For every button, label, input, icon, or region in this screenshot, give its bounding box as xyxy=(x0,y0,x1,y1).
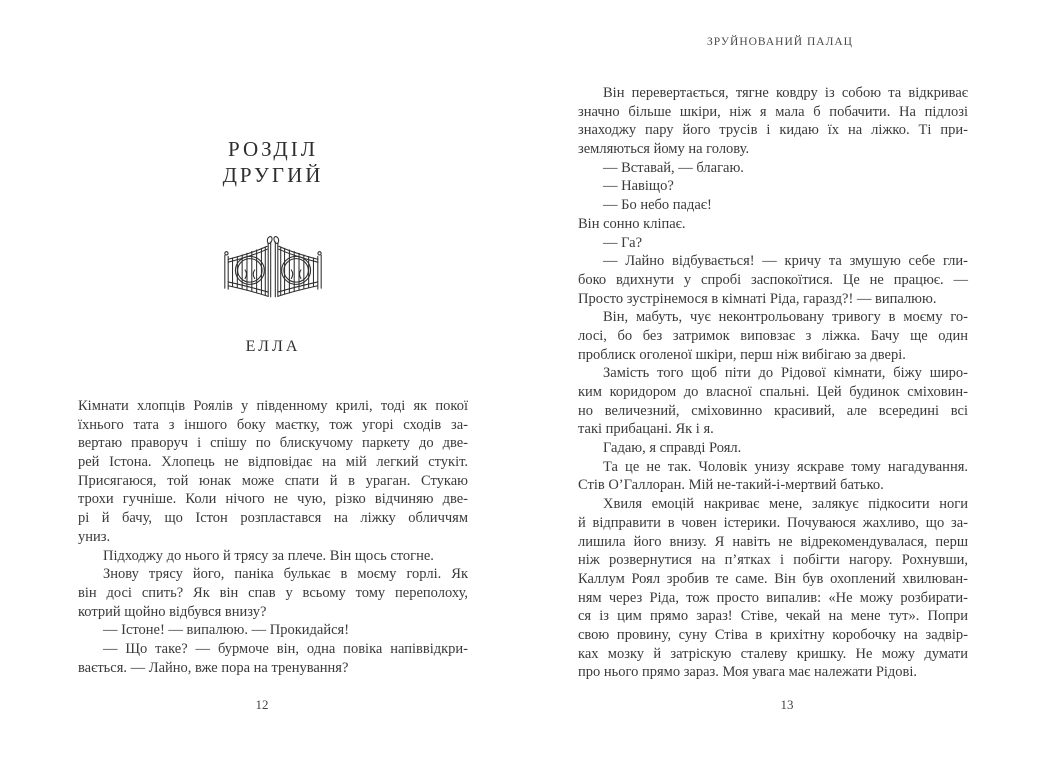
text-line: Хвиля емоцій накриває мене, залякує підкосити ноги xyxy=(603,496,968,513)
text-line: лосі, бо без затримок виповзає з ліжка. Бачу ще один xyxy=(578,327,968,344)
chapter-heading xyxy=(78,136,468,188)
text-line: ся із цим прямо зараз! Стіве, чекай на мене тут». Попри xyxy=(578,608,968,625)
gate-ornament xyxy=(78,233,468,306)
text-line: їхнього тата з іншого боку маєтку, тож угорі сходів за- xyxy=(78,416,468,433)
text-line: Підходжу до нього й трясу за плече. Він щось стогне. xyxy=(103,547,434,564)
text-line: трохи гучніше. Коли нічого не чую, різко відчиняю две- xyxy=(78,491,468,508)
text-line: ніж розвернутися на п’ятках і побігти нагору. Рохнувши, xyxy=(578,552,968,569)
text-line: він досі спить? Як він спав у всьому тому переполоху, xyxy=(78,584,468,601)
left-page-text xyxy=(78,397,468,677)
text-line: Він, мабуть, чує неконтрольовану тривогу в моєму го- xyxy=(603,309,968,326)
text-line: — Що таке? — бурмоче він, одна повіка напіввідкри- xyxy=(103,640,468,657)
text-line: Каллум Роял зробив те саме. Він був охоплений хвилюван- xyxy=(578,570,968,587)
text-line: — Бо небо падає! xyxy=(603,197,712,214)
chapter-heading-line2: ДРУГИЙ xyxy=(222,163,324,187)
text-line: Стів О’Галлоран. Мій не-такий-і-мертвий батько. xyxy=(578,477,884,494)
text-line: Він сонно кліпає. xyxy=(578,215,686,232)
text-line: Він перевертається, тягне ковдру із собою та відкриває xyxy=(603,85,968,101)
text-line: земляються йому на голову. xyxy=(578,141,750,158)
text-line: униз. xyxy=(78,528,111,545)
text-line: й відправити в човен істерики. Почуваюся жахливо, що за- xyxy=(578,514,968,531)
text-line: знаходжу пару його трусів і кидаю їх на ліжко. Ті при- xyxy=(578,122,968,139)
chapter-heading-line1: РОЗДІЛ xyxy=(228,137,318,161)
text-line: про нього прямо зараз. Моя увага має належати Рідові. xyxy=(578,664,918,681)
open-gate-icon xyxy=(220,233,326,301)
text-line: лишила його внизу. Я навіть не відрекомендувалася, перш xyxy=(578,533,968,550)
running-header: ЗРУЙНОВАНИЙ ПАЛАЦ xyxy=(707,36,853,48)
text-line: ким коридором до власної спальні. Цей будинок сміховин- xyxy=(578,384,968,400)
text-line: боко вдихнути у спробі заспокоїтися. Це не працює. — xyxy=(578,271,968,288)
section-title: ЕЛЛА xyxy=(245,338,301,355)
text-line: такі прибацані. Як і я. xyxy=(578,421,714,438)
text-line: вертаю праворуч і спішу по блискучому паркету до две- xyxy=(78,435,468,452)
text-line: Просто зустрінемося в кімнаті Ріда, гаразд?! — випалюю. xyxy=(578,290,937,307)
text-line: Замість того щоб піти до Рідової кімнати, біжу широ- xyxy=(603,365,968,382)
text-line: котрий щойно відбувся внизу? xyxy=(78,603,267,620)
text-line: ням через Ріда, тож просто випалив: «Не можу розбирати- xyxy=(578,589,968,606)
right-page-text xyxy=(578,84,968,682)
page-number-left: 12 xyxy=(255,697,269,712)
text-line: рі й бачу, що Істон розпластався на ліжку обличчям xyxy=(78,510,468,527)
text-line: Кімнати хлопців Роялів у південному крилі, тоді як покої xyxy=(78,398,468,414)
text-line: ках мозку й затріскую сталеву кришку. Не можу думати xyxy=(578,645,968,662)
text-line: Знову трясу його, паніка булькає в моєму горлі. Як xyxy=(103,566,468,583)
text-line: проблиск оголеної шкіри, перш ніж вибігаю за двері. xyxy=(578,346,906,363)
text-line: Присягаюся, той юнак може спати й в ураган. Стукаю xyxy=(78,472,468,489)
page-number-right: 13 xyxy=(780,697,794,712)
text-line: — Лайно відбувається! — кричу та змушую себе гли- xyxy=(603,253,968,270)
text-line: — Га? xyxy=(603,234,643,251)
text-line: Та це не так. Чоловік унизу яскраве тому нагадування. xyxy=(603,458,968,475)
text-line: рей Істона. Хлопець не відповідає на мій легкий стукіт. xyxy=(78,454,468,471)
text-line: значно більше шкіри, ніж я мала б побачити. На підлозі xyxy=(578,103,968,120)
text-line: свою провину, суну Стіва в крихітну коробочку на задвір- xyxy=(578,626,968,643)
text-line: вається. — Лайно, вже пора на тренування? xyxy=(78,659,349,676)
text-line: но величезний, сміховинно красивий, але всередині всі xyxy=(578,402,968,419)
text-line: Гадаю, я справді Роял. xyxy=(603,440,742,457)
text-line: — Істоне! — випалюю. — Прокидайся! xyxy=(103,622,350,639)
text-line: — Вставай, — благаю. xyxy=(603,159,744,176)
text-line: — Навіщо? xyxy=(603,178,674,195)
